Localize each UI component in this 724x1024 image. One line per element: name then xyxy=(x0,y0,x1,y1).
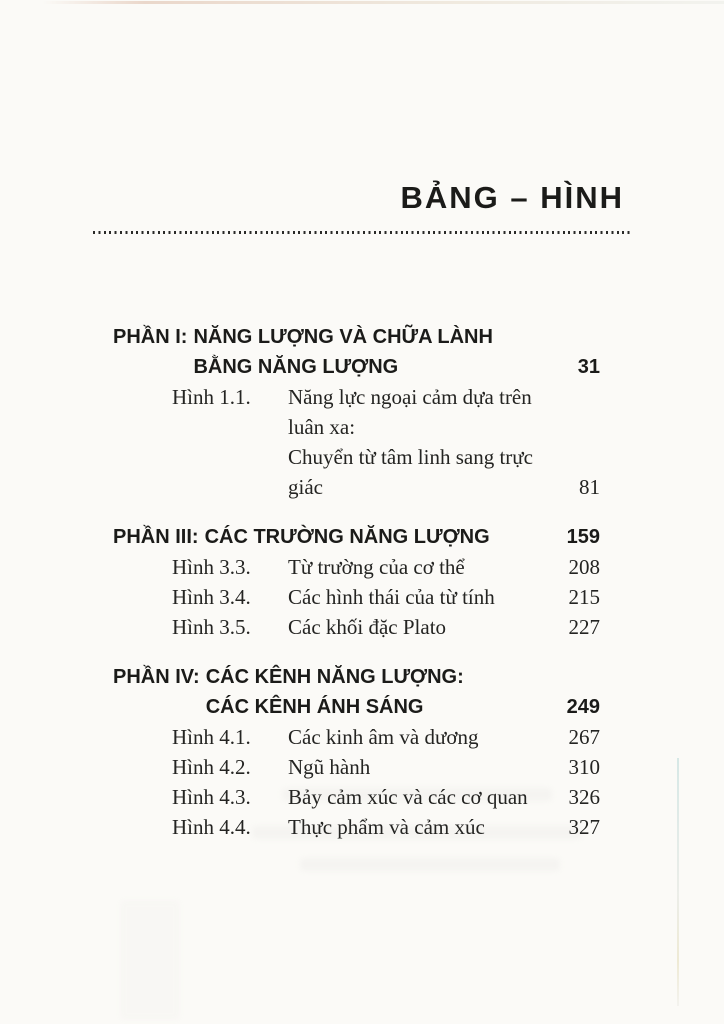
toc-section xyxy=(113,522,600,642)
figure-label: Hình 3.3. xyxy=(172,555,251,579)
section-heading-row xyxy=(113,662,600,722)
section-title-line: CÁC KÊNH NĂNG LƯỢNG: xyxy=(205,666,464,688)
figures-table-of-contents xyxy=(113,322,600,842)
figure-title xyxy=(288,582,495,612)
bleed-through-artifact xyxy=(300,858,560,871)
section-heading-row xyxy=(113,522,600,552)
section-page-number: 159 xyxy=(566,526,600,548)
figure-page-number: 327 xyxy=(568,815,600,839)
figure-row xyxy=(113,782,600,812)
toc-section xyxy=(113,322,600,502)
figure-title-line: Các hình thái của từ tính xyxy=(288,585,495,609)
section-page-number: 31 xyxy=(577,356,600,378)
figure-title xyxy=(288,812,485,842)
figure-title-line: Chuyển từ tâm linh sang trực giác xyxy=(288,445,533,499)
figure-page-number: 81 xyxy=(579,475,600,499)
figure-row xyxy=(113,382,600,502)
scan-edge-artifact-right xyxy=(677,758,679,1006)
figure-title xyxy=(288,552,465,582)
figure-label: Hình 1.1. xyxy=(172,385,251,409)
figure-title xyxy=(288,752,370,782)
scan-edge-artifact-top xyxy=(42,1,724,4)
section-page-number: 249 xyxy=(566,696,600,718)
section-heading-row xyxy=(113,322,600,382)
figure-row xyxy=(113,582,600,612)
figure-title xyxy=(288,382,569,502)
figure-title xyxy=(288,782,528,812)
figure-page-number: 208 xyxy=(568,555,600,579)
figure-title-line: Từ trường của cơ thể xyxy=(288,555,465,579)
figure-row xyxy=(113,552,600,582)
dotted-divider-rule xyxy=(93,231,633,234)
section-title-line: BẰNG NĂNG LƯỢNG xyxy=(193,356,399,378)
figure-title xyxy=(288,612,446,642)
section-label: PHẦN III: xyxy=(113,526,199,548)
figure-label: Hình 4.2. xyxy=(172,755,251,779)
figure-label: Hình 3.5. xyxy=(172,615,251,639)
figure-title-line: Bảy cảm xúc và các cơ quan xyxy=(288,785,528,809)
figure-row xyxy=(113,752,600,782)
figure-title-line: Thực phẩm và cảm xúc xyxy=(288,815,485,839)
figure-title-line: Ngũ hành xyxy=(288,755,371,779)
figure-page-number: 267 xyxy=(568,725,600,749)
figure-row xyxy=(113,612,600,642)
figure-page-number: 215 xyxy=(568,585,600,609)
page-title: BẢNG – HÌNH xyxy=(400,180,624,215)
figure-page-number: 227 xyxy=(568,615,600,639)
section-title xyxy=(193,322,493,382)
figure-page-number: 326 xyxy=(568,785,600,809)
figure-page-number: 310 xyxy=(568,755,600,779)
figure-label: Hình 4.1. xyxy=(172,725,251,749)
toc-section xyxy=(113,662,600,842)
figure-title xyxy=(288,722,478,752)
figure-title-line: Các khối đặc Plato xyxy=(288,615,447,639)
figure-row xyxy=(113,722,600,752)
section-title-line: CÁC TRƯỜNG NĂNG LƯỢNG xyxy=(204,526,490,548)
section-title xyxy=(205,522,490,552)
figure-title-line: Các kinh âm và dương xyxy=(288,725,479,749)
figure-title-line: Năng lực ngoại cảm dựa trên luân xa: xyxy=(288,385,532,439)
section-title xyxy=(206,662,464,722)
section-label: PHẦN I: xyxy=(113,326,188,348)
section-title-line: CÁC KÊNH ÁNH SÁNG xyxy=(205,696,424,718)
section-title-line: NĂNG LƯỢNG VÀ CHỮA LÀNH xyxy=(193,326,493,348)
figure-label: Hình 3.4. xyxy=(172,585,251,609)
figure-row xyxy=(113,812,600,842)
figure-label: Hình 4.3. xyxy=(172,785,251,809)
section-label: PHẦN IV: xyxy=(113,666,200,688)
bleed-through-artifact xyxy=(120,900,180,1020)
figure-label: Hình 4.4. xyxy=(172,815,251,839)
